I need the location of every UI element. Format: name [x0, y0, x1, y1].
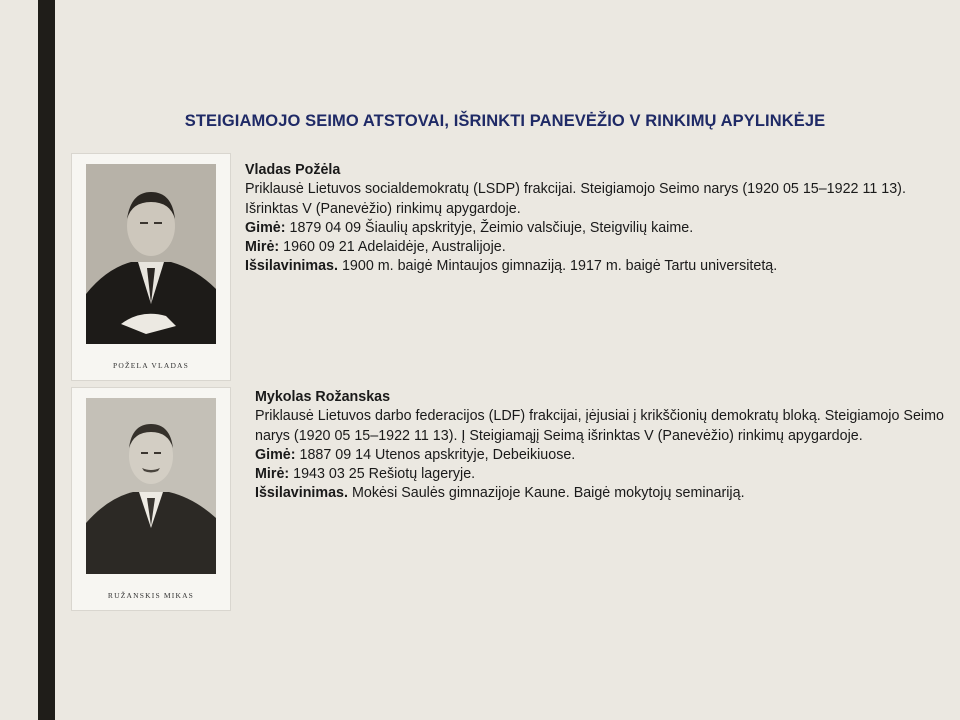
portrait-image-1 — [86, 164, 216, 344]
person-bio-2 — [255, 388, 950, 504]
edu-value-2: Mokėsi Saulės gimnazijoje Kaune. Baigė mokytojų seminariją. — [348, 485, 745, 502]
person-name-2: Mykolas Rožanskas — [255, 389, 391, 405]
died-label-2: Mirė: — [255, 466, 290, 483]
died-value-1: 1960 09 21 Adelaidėje, Australijoje. — [279, 239, 506, 256]
died-value-2: 1943 03 25 Rešiotų lageryje. — [289, 466, 476, 483]
person-died-1 — [245, 238, 950, 257]
born-label-1: Gimė: — [245, 219, 286, 236]
died-label-1: Mirė: — [245, 239, 280, 256]
edu-label-2: Išsilavinimas. — [255, 485, 348, 502]
person-education-1 — [245, 257, 950, 276]
portrait-image-2 — [86, 398, 216, 574]
portrait-photo-2 — [72, 388, 230, 610]
person-bio-1 — [245, 161, 950, 277]
portrait-photo-1 — [72, 154, 230, 380]
edu-label-1: Išsilavinimas. — [245, 258, 338, 275]
person-description-2: Priklausė Lietuvos darbo federacijos (LDF) frakcijai, įėjusiai į krikščionių demokratų bloką. Steigiamojo Seimo narys (1920 05 15–1922 11 13). Į Steigiamąjį Seimą išrinktas V (Panevėžio) rinkimų apygardoje. — [255, 408, 944, 444]
photo-caption-2: RUŽANSKIS MIKAS — [107, 591, 195, 600]
born-value-2: 1887 09 14 Utenos apskrityje, Debeikiuose. — [295, 446, 576, 463]
person-name-1: Vladas Požėla — [245, 162, 341, 178]
person-education-2 — [255, 484, 950, 503]
person-description-1: Priklausė Lietuvos socialdemokratų (LSDP) frakcijai. Steigiamojo Seimo narys (1920 05 15–1922 11 13). Išrinktas V (Panevėžio) rinkimų apygardoje. — [245, 181, 906, 217]
edu-value-1: 1900 m. baigė Mintaujos gimnaziją. 1917 m. baigė Tartu universitetą. — [338, 258, 778, 275]
person-born-2 — [255, 446, 950, 465]
side-bar-decoration — [38, 0, 55, 720]
born-value-1: 1879 04 09 Šiaulių apskrityje, Žeimio valsčiuje, Steigvilių kaime. — [285, 219, 694, 236]
person-died-2 — [255, 465, 950, 484]
born-label-2: Gimė: — [255, 446, 296, 463]
slide-title: STEIGIAMOJO SEIMO ATSTOVAI, IŠRINKTI PANEVĖŽIO V RINKIMŲ APYLINKĖJE — [184, 112, 826, 130]
photo-caption-1: POŽELA VLADAS — [112, 361, 190, 370]
person-born-1 — [245, 219, 950, 238]
